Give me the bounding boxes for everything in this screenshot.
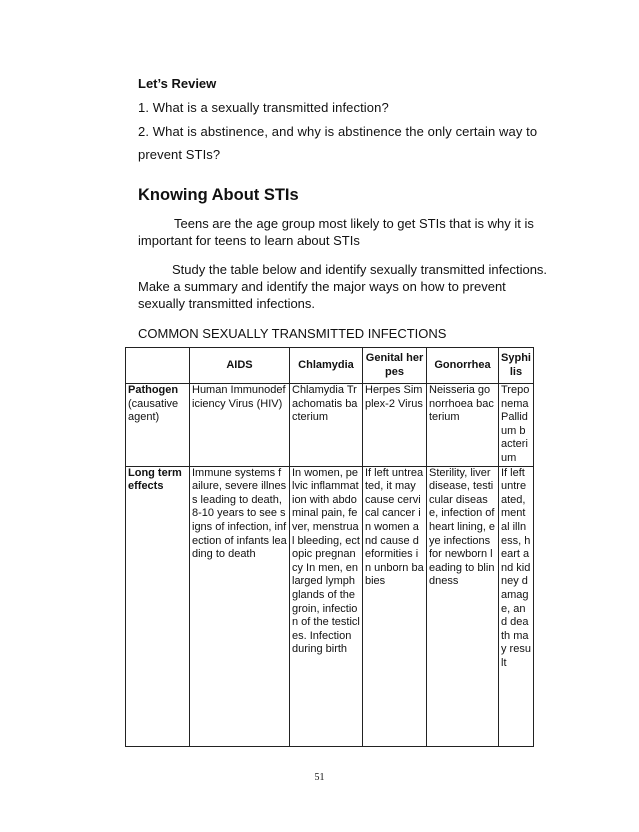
table-row-pathogen <box>126 384 534 467</box>
header-gonorrhea: Gonorrhea <box>427 348 499 384</box>
table-header-row <box>126 348 534 384</box>
sti-table <box>125 347 534 747</box>
cell-pathogen-gonorrhea: Neisseria gonorrhoea bacterium <box>427 384 499 467</box>
header-syphilis: Syphilis <box>499 348 534 384</box>
row-label-pathogen-bold: Pathogen <box>128 384 179 396</box>
cell-effects-syphilis: If left untreated, mental illness, heart and kidney damage, and death may result <box>499 466 534 746</box>
row-label-long-term-effects <box>126 466 190 746</box>
intro-paragraph <box>138 215 543 249</box>
row-label-effects-bold: Long term effects <box>128 466 182 493</box>
cell-pathogen-syphilis: Treponema Pallidum bacterium <box>499 384 534 467</box>
review-question-2-continued: prevent STIs? <box>138 147 221 162</box>
cell-effects-genital-herpes: If left untreated, it may cause cervical cancer in women and cause deformities in unborn babies <box>363 466 427 746</box>
cell-pathogen-aids: Human Immunodeficiency Virus (HIV) <box>190 384 290 467</box>
intro-paragraph-text: Teens are the age group most likely to get STIs that is why it is important for teens to learn about STIs <box>138 216 534 248</box>
header-genital-herpes: Genital herpes <box>363 348 427 384</box>
table-row-long-term-effects <box>126 466 534 746</box>
review-question-1: 1. What is a sexually transmitted infection? <box>138 100 389 115</box>
table-title: COMMON SEXUALLY TRANSMITTED INFECTIONS <box>138 326 447 341</box>
header-aids: AIDS <box>190 348 290 384</box>
instruction-paragraph-text: Study the table below and identify sexually transmitted infections. Make a summary and identify the major ways on how to prevent sexually transmitted infections. <box>138 262 548 311</box>
cell-effects-gonorrhea: Sterility, liver disease, testicular disease, infection of heart lining, eye infections for newborn leading to blindness <box>427 466 499 746</box>
header-chlamydia: Chlamydia <box>290 348 363 384</box>
row-label-pathogen-rest: (causative agent) <box>128 397 179 424</box>
cell-pathogen-genital-herpes: Herpes Simplex-2 Virus <box>363 384 427 467</box>
page-number: 51 <box>314 772 325 783</box>
cell-effects-aids: Immune systems failure, severe illness leading to death,8-10 years to see signs of infection, infection of infants leading to death <box>190 466 290 746</box>
header-corner <box>126 348 190 384</box>
row-label-pathogen <box>126 384 190 467</box>
cell-effects-chlamydia: In women, pelvic inflammation with abdominal pain, fever, menstrual bleeding, ectopic pregnancy In men, enlarged lymph glands of the groin, infection of the testicles. Infection during birth <box>290 466 363 746</box>
cell-pathogen-chlamydia: Chlamydia Trachomatis bacterium <box>290 384 363 467</box>
instruction-paragraph <box>138 261 548 312</box>
section-heading: Knowing About STIs <box>138 186 299 204</box>
review-title: Let’s Review <box>138 76 217 91</box>
review-question-2: 2. What is abstinence, and why is abstinence the only certain way to <box>138 124 538 139</box>
